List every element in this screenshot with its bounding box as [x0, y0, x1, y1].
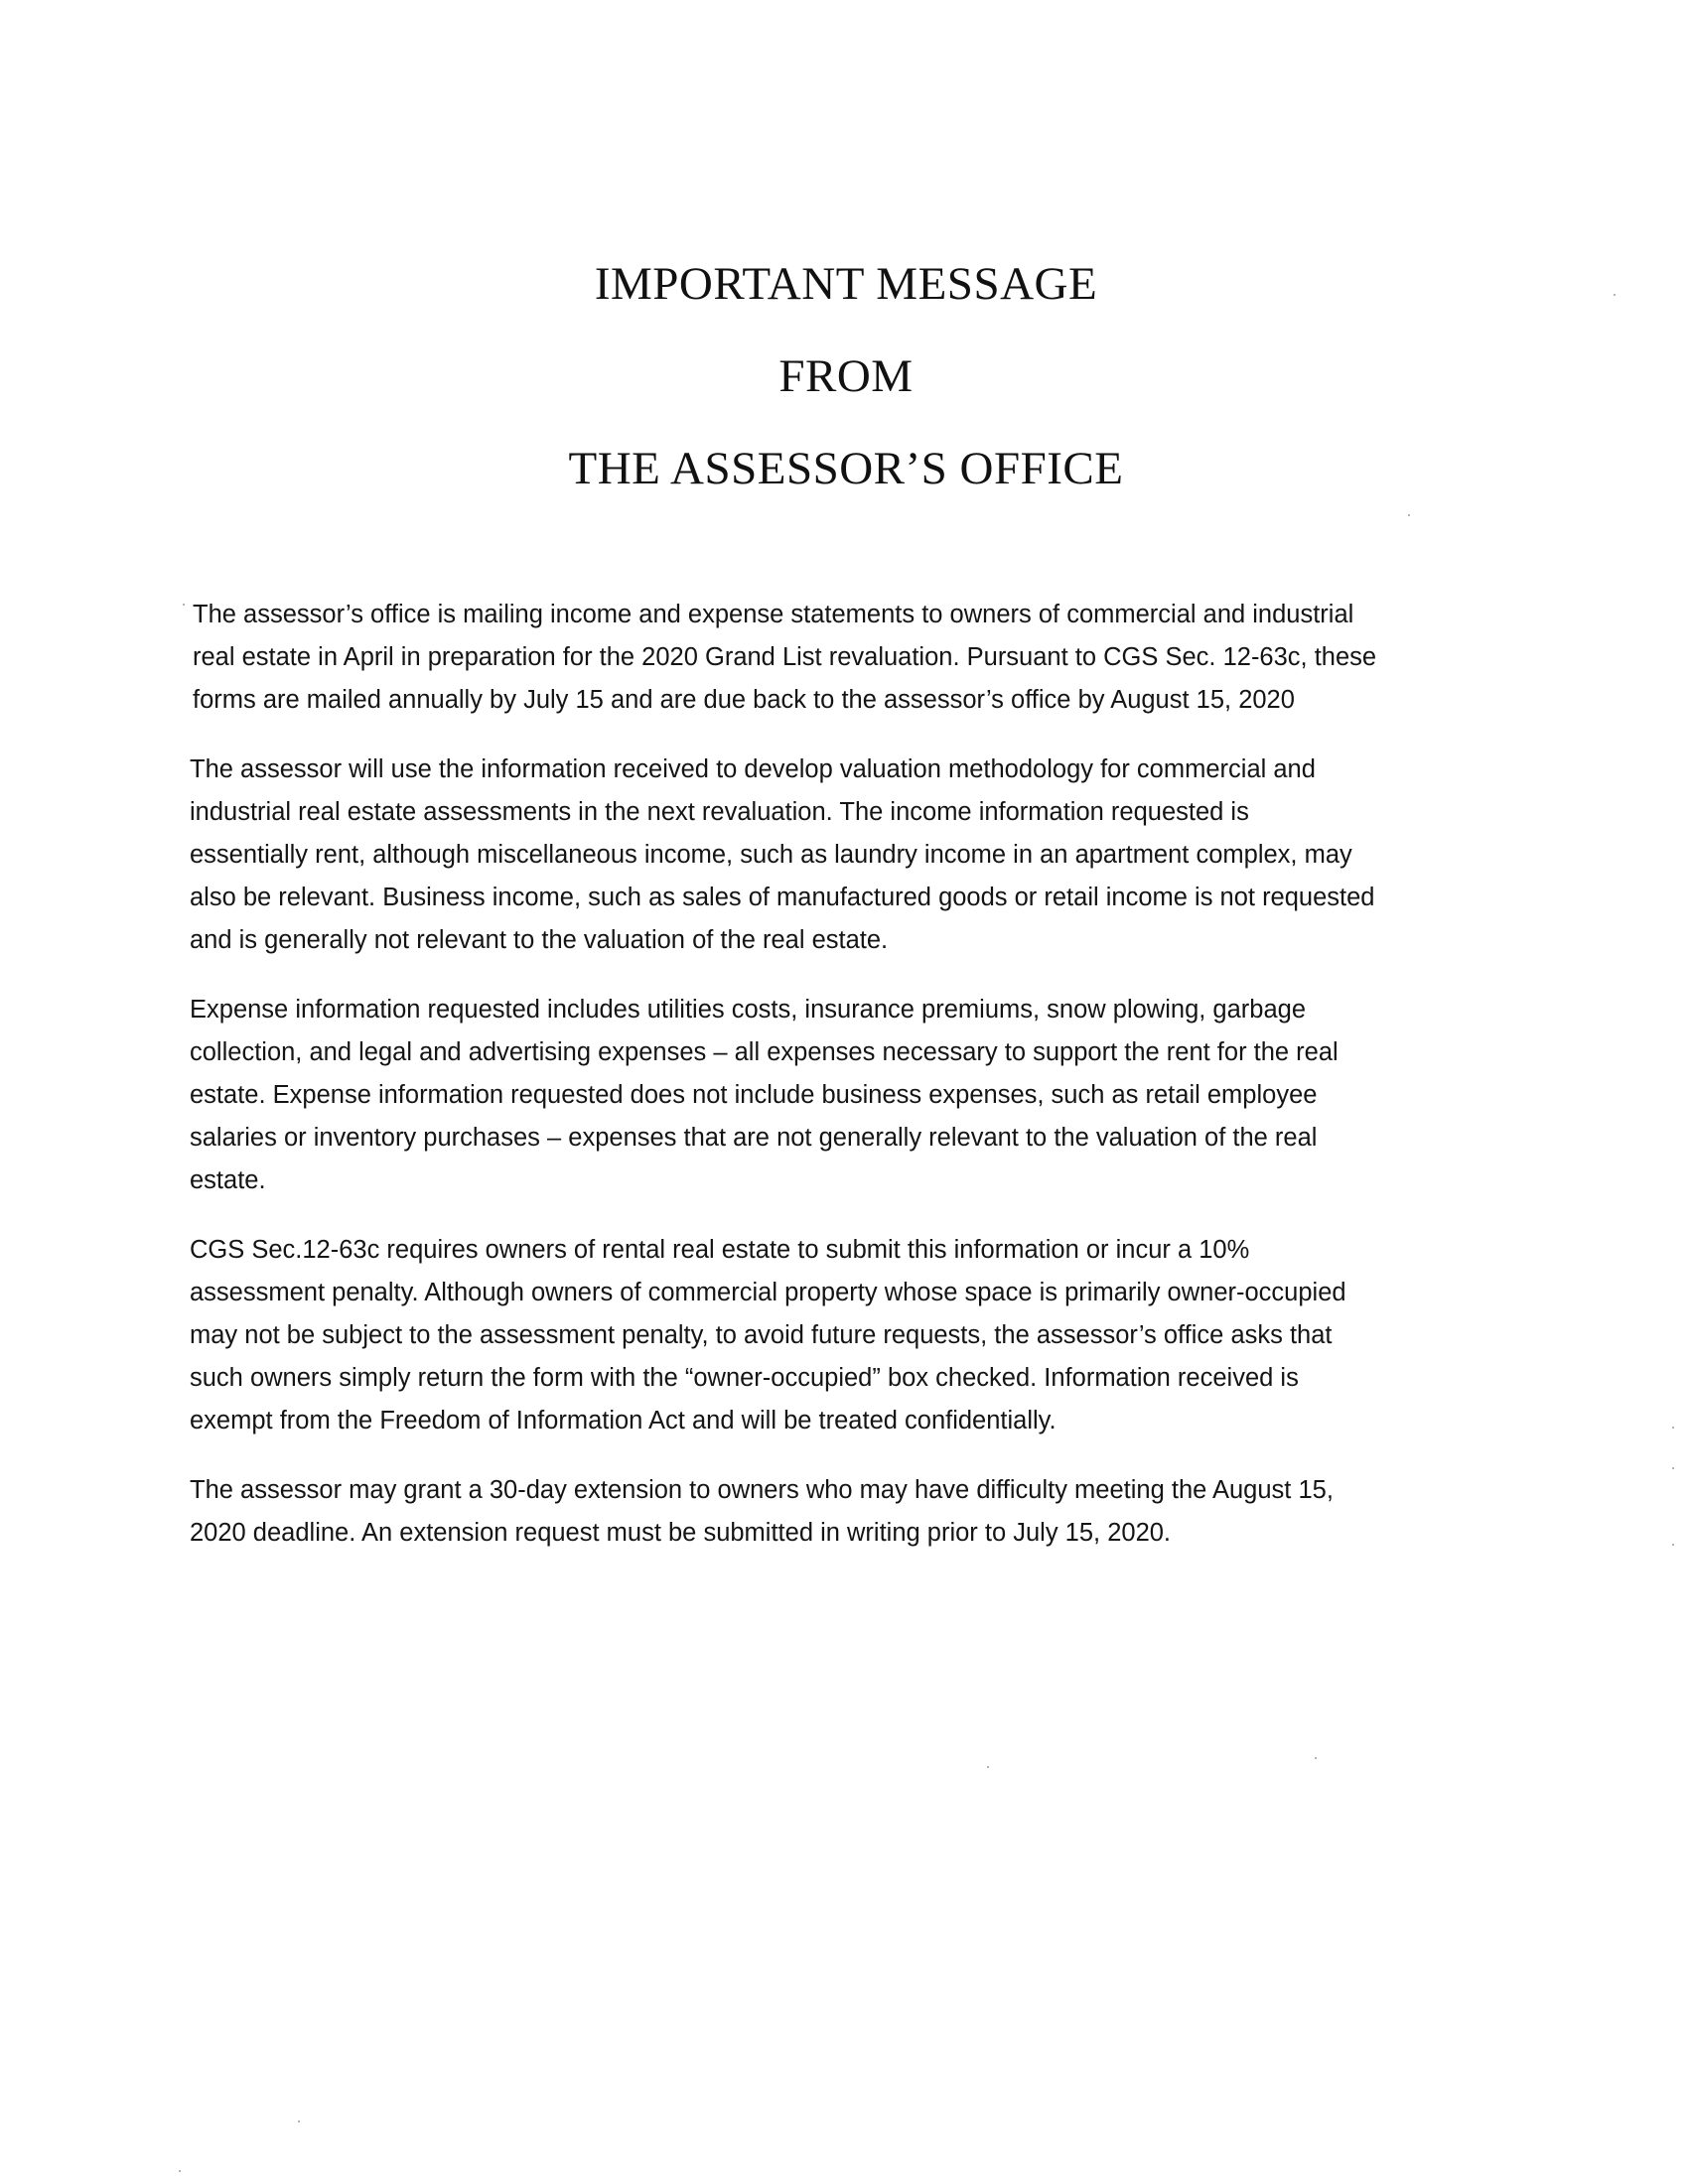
document-body [190, 594, 1500, 1581]
paragraph-line: essentially rent, although miscellaneous income, such as laundry income in an apartment complex, may [190, 841, 1352, 869]
title-line-1: IMPORTANT MESSAGE [594, 258, 1098, 310]
paragraph-line: The assessor will use the information received to develop valuation methodology for commercial and [190, 755, 1316, 783]
scan-speck [179, 2170, 181, 2172]
paragraph-line: industrial real estate assessments in the next revaluation. The income information requested is [190, 798, 1249, 826]
document-title [0, 238, 1692, 515]
scan-speck [1672, 1427, 1674, 1429]
paragraph-line: 2020 deadline. An extension request must be submitted in writing prior to July 15, 2020. [190, 1519, 1172, 1547]
title-line-2: FROM [778, 350, 914, 402]
scan-speck [1672, 1467, 1674, 1469]
paragraph-line: exempt from the Freedom of Information Act and will be treated confidentially. [190, 1407, 1057, 1434]
scan-speck [183, 604, 185, 606]
paragraph-line: assessment penalty. Although owners of commercial property whose space is primarily owner-occupied [190, 1279, 1346, 1306]
paragraph-line: and is generally not relevant to the valuation of the real estate. [190, 926, 889, 954]
paragraph-penalty-notice [190, 1229, 1500, 1442]
paragraph-line: estate. [190, 1166, 266, 1194]
paragraph-line: forms are mailed annually by July 15 and are due back to the assessor’s office by August 15, 2020 [193, 686, 1295, 714]
paragraph-line: estate. Expense information requested does not include business expenses, such as retail employee [190, 1081, 1318, 1109]
paragraph-line: may not be subject to the assessment penalty, to avoid future requests, the assessor’s office asks that [190, 1321, 1333, 1349]
paragraph-mailing-notice [193, 594, 1500, 722]
scan-speck [1672, 1544, 1674, 1546]
paragraph-line: real estate in April in preparation for the 2020 Grand List revaluation. Pursuant to CGS Sec. 12-63c, these [193, 643, 1377, 671]
scan-speck [1408, 514, 1410, 516]
paragraph-line: The assessor may grant a 30-day extension to owners who may have difficulty meeting the August 15, [190, 1476, 1334, 1504]
paragraph-line: The assessor’s office is mailing income and expense statements to owners of commercial and industrial [193, 601, 1354, 628]
paragraph-line: Expense information requested includes utilities costs, insurance premiums, snow plowing, garbage [190, 996, 1307, 1024]
scan-speck [298, 2120, 300, 2122]
paragraph-line: salaries or inventory purchases – expenses that are not generally relevant to the valuation of the real [190, 1124, 1318, 1152]
scan-speck [1315, 1757, 1317, 1759]
paragraph-expense-information [190, 989, 1500, 1202]
paragraph-income-information [190, 749, 1500, 962]
paragraph-line: also be relevant. Business income, such as sales of manufactured goods or retail income is not requested [190, 884, 1375, 911]
scan-speck [1614, 294, 1616, 296]
scan-speck [987, 1766, 989, 1768]
paragraph-line: CGS Sec.12-63c requires owners of rental real estate to submit this information or incur a 10% [190, 1236, 1250, 1264]
paragraph-line: collection, and legal and advertising expenses – all expenses necessary to support the rent for the real [190, 1038, 1339, 1066]
title-line-3: THE ASSESSOR’S OFFICE [568, 443, 1124, 494]
paragraph-extension-notice [190, 1469, 1500, 1555]
paragraph-line: such owners simply return the form with the “owner-occupied” box checked. Information received is [190, 1364, 1299, 1392]
